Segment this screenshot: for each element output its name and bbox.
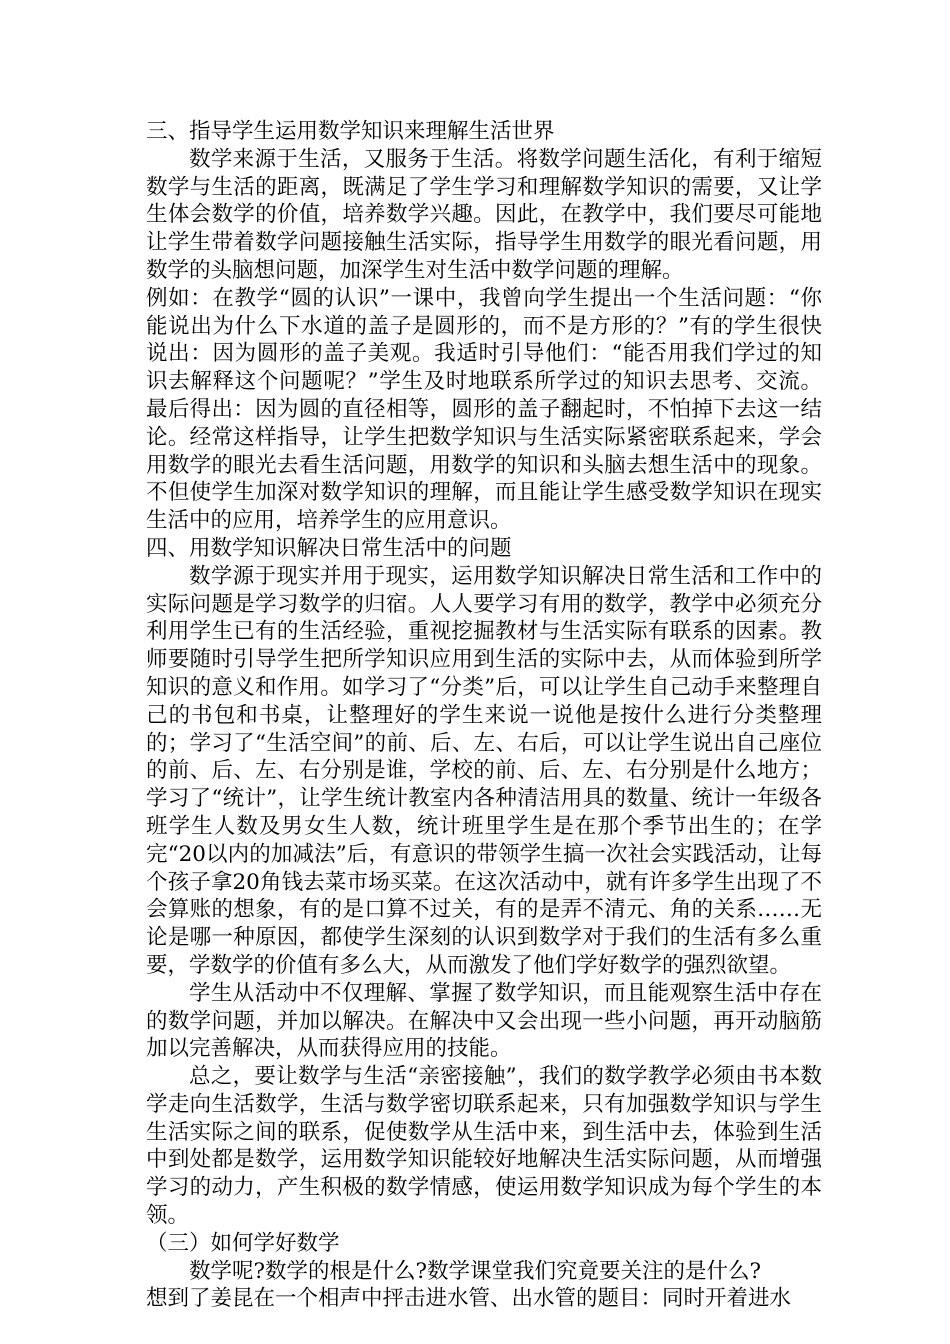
paragraph-math-from-life: 数学来源于生活，又服务于生活。将数学问题生活化，有利于缩短数学与生活的距离，既满足了学生学习和理解数学知识的需要，又让学生体会数学的价值，培养数学兴趣。因此，在教学中，我们要尽可能地让学生带着数学问题接触生活实际，指导学生用数学的眼光看问题，用数学的头脑想问题，加深学生对生活中数学问题的理解。 [146,146,822,283]
paragraph-conclusion: 总之，要让数学与生活“亲密接触”，我们的数学教学必须由书本数学走向生活数学，生活与数学密切联系起来，只有加强数学知识与学生生活实际之间的联系，促使数学从生活中来，到生活中去，体验到生活中到处都是数学，运用数学知识能较好地解决生活实际问题，从而增强学习的动力，产生积极的数学情感，使运用数学知识成为每个学生的本领。 [146,1064,822,1229]
subsection-heading: （三）如何学好数学 [146,1230,340,1256]
paragraph-activity-skills: 学生从活动中不仅理解、掌握了数学知识，而且能观察生活中存在的数学问题，并加以解决。在解决中又会出现一些小问题，再开动脑筋加以完善解决，从而获得应用的技能。 [146,980,822,1062]
paragraph-math-root-question: 数学呢?数学的根是什么?数学课堂我们究竟要关注的是什么? [189,1258,762,1284]
section-four-heading: 四、用数学知识解决日常生活中的问题 [146,535,512,561]
section-three-heading: 三、指导学生运用数学知识来理解生活世界 [146,119,555,144]
paragraph-jiang-kun: 想到了姜昆在一个相声中抨击进水管、出水管的题目：同时开着进水 [146,1286,792,1312]
paragraph-apply-knowledge: 数学源于现实并用于现实，运用数学知识解决日常生活和工作中的实际问题是学习数学的归宿。人人要学习有用的数学，教学中必须充分利用学生已有的生活经验，重视挖掘教材与生活实际有联系的因素。教师要随时引导学生把所学知识应用到生活的实际中去，从而体验到所学知识的意义和作用。如学习了“分类”后，可以让学生自己动手来整理自己的书包和书桌，让整理好的学生来说一说他是按什么进行分类整理的；学习了“生活空间”的前、后、左、右后，可以让学生说出自己座位的前、后、左、右分别是谁，学校的前、后、左、右分别是什么地方；学习了“统计”，让学生统计教室内各种清洁用具的数量、统计一年级各班学生人数及男女生人数，统计班里学生是在那个季节出生的；在学完“20以内的加减法”后，有意识的带领学生搞一次社会实践活动，让每个孩子拿20角钱去菜市场买菜。在这次活动中，就有许多学生出现了不会算账的想象，有的是口算不过关，有的是弄不清元、角的关系……无论是哪一种原因，都使学生深刻的认识到数学对于我们的生活有多么重要，学数学的价值有多么大，从而激发了他们学好数学的强烈欲望。 [146,563,822,978]
paragraph-circle-example: 例如：在教学“圆的认识”一课中，我曾向学生提出一个生活问题：“你能说出为什么下水道的盖子是圆形的，而不是方形的？”有的学生很快说出：因为圆形的盖子美观。我适时引导他们：“能否用我们学过的知识去解释这个问题呢？”学生及时地联系所学过的知识去思考、交流。最后得出：因为圆的直径相等，圆形的盖子翻起时，不怕掉下去这一结论。经常这样指导，让学生把数学知识与生活实际紧密联系起来，学会用数学的眼光去看生活问题，用数学的知识和头脑去想生活中的现象。不但使学生加深对数学知识的理解，而且能让学生感受数学知识在现实生活中的应用，培养学生的应用意识。 [146,285,822,534]
document-body [146,118,822,1313]
